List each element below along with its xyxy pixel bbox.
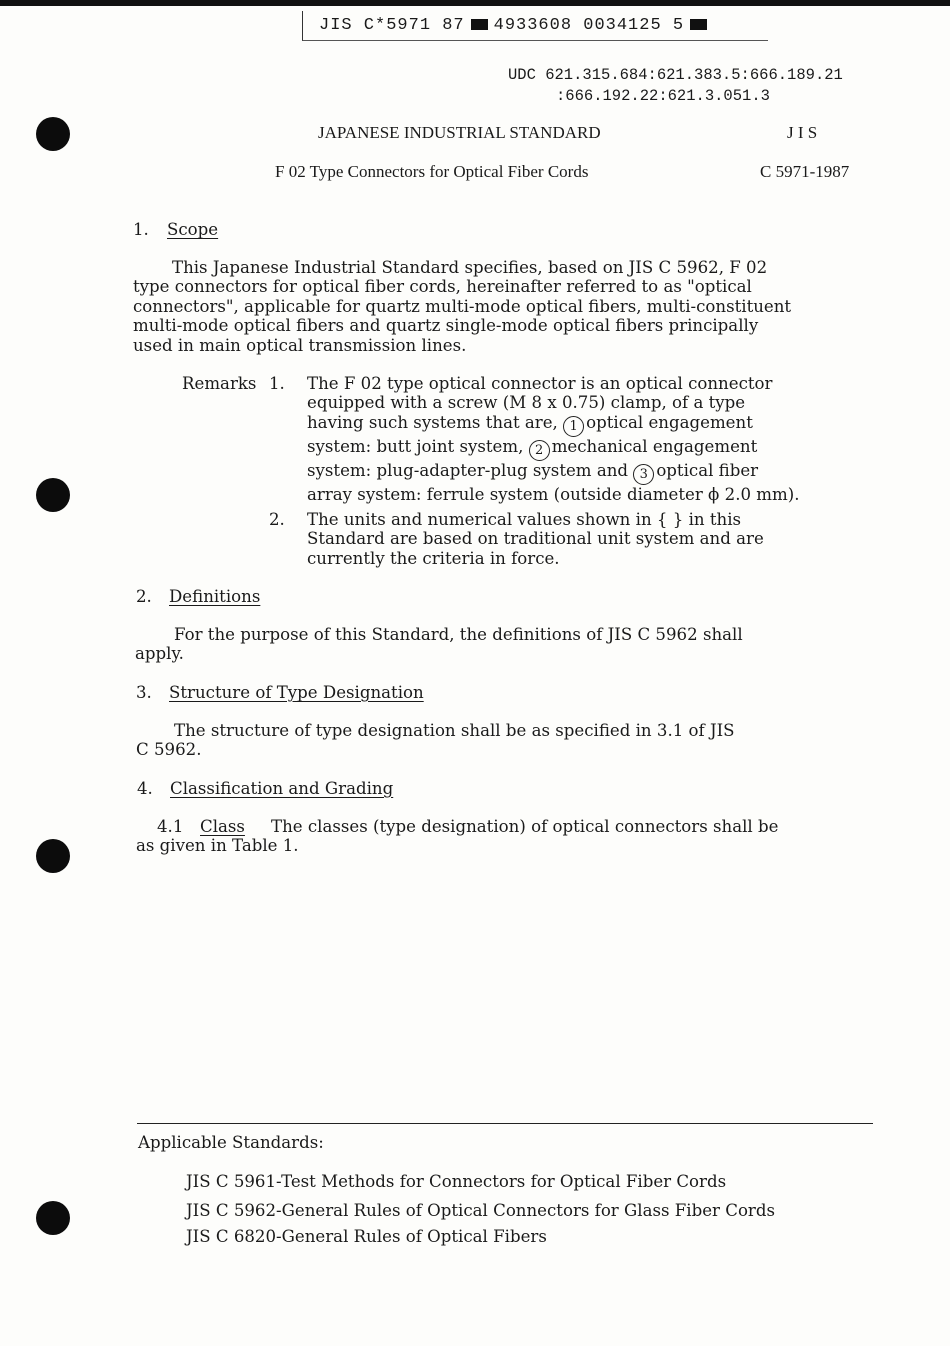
section-definitions-heading: Definitions: [169, 587, 261, 606]
applicable-standards-heading: Applicable Standards:: [138, 1133, 324, 1152]
section-definitions-number: 2.: [136, 587, 152, 606]
circled-number: 1: [563, 416, 584, 437]
remark-line: system: plug-adapter-plug system and 3 optical fiber: [307, 461, 800, 485]
scope-line: This Japanese Industrial Standard specifies, based on JIS C 5962, F 02: [172, 258, 768, 277]
catalog-code-right: 4933608 0034125 5: [493, 16, 685, 35]
binder-hole: [36, 1201, 70, 1235]
scope-line: type connectors for optical fiber cords, hereinafter referred to as "optical: [133, 277, 752, 297]
remark-1-text: [307, 374, 800, 504]
remark-2-text: [307, 510, 764, 568]
standard-name: JAPANESE INDUSTRIAL STANDARD: [318, 123, 601, 142]
jis-mark: J I S: [787, 123, 818, 142]
subsection-number: 4.1: [157, 817, 184, 836]
subsection-line: as given in Table 1.: [136, 836, 299, 855]
remark-line: equipped with a screw (M 8 x 0.75) clamp, of a type: [307, 393, 746, 413]
remark-line: Standard are based on traditional unit system and are: [307, 529, 764, 549]
subsection-line: The classes (type designation) of optical connectors shall be: [271, 817, 779, 836]
definitions-paragraph: [135, 625, 743, 664]
catalog-code-strip: [302, 11, 768, 41]
remark-2-number: 2.: [269, 510, 285, 529]
remark-line: system: butt joint system, 2 mechanical engagement: [307, 437, 800, 461]
applicable-standard-item: JIS C 5962-General Rules of Optical Connectors for Glass Fiber Cords: [186, 1201, 776, 1220]
remark-line: currently the criteria in force.: [307, 548, 560, 568]
footnote-rule: [137, 1123, 873, 1124]
document-title: F 02 Type Connectors for Optical Fiber Cords: [275, 162, 589, 181]
binder-hole: [36, 839, 70, 873]
black-block-icon: [471, 19, 488, 30]
remarks-label: Remarks: [182, 374, 257, 393]
remark-line: having such systems that are, 1 optical engagement: [307, 413, 800, 437]
catalog-code-left: JIS C*5971 87: [319, 16, 465, 35]
scope-paragraph: [133, 258, 791, 355]
definitions-line: For the purpose of this Standard, the definitions of JIS C 5962 shall: [174, 625, 743, 644]
scope-line: connectors", applicable for quartz multi-mode optical fibers, multi-constituent: [133, 296, 792, 316]
remark-1-number: 1.: [269, 374, 285, 393]
remark-line: The F 02 type optical connector is an optical connector: [307, 374, 773, 393]
structure-paragraph: [136, 721, 735, 760]
standard-number: C 5971-1987: [760, 162, 850, 181]
subsection-heading: Class: [200, 817, 245, 836]
circled-number: 2: [529, 440, 550, 461]
circled-number: 3: [633, 464, 654, 485]
section-scope-heading: Scope: [167, 220, 219, 239]
section-scope-number: 1.: [133, 220, 149, 239]
section-structure-number: 3.: [136, 683, 152, 702]
remark-line: The units and numerical values shown in { } in this: [307, 510, 742, 529]
section-structure-heading: Structure of Type Designation: [169, 683, 424, 702]
udc-line-2: :666.192.22:621.3.051.3: [556, 87, 770, 105]
binder-hole: [36, 478, 70, 512]
remark-line: array system: ferrule system (outside diameter ϕ 2.0 mm).: [307, 484, 800, 504]
applicable-standard-item: JIS C 5961-Test Methods for Connectors for Optical Fiber Cords: [186, 1172, 727, 1191]
section-classification-number: 4.: [137, 779, 153, 798]
structure-line: C 5962.: [136, 740, 202, 760]
section-classification-heading: Classification and Grading: [170, 779, 394, 798]
black-block-icon: [690, 19, 707, 30]
scope-line: multi-mode optical fibers and quartz single-mode optical fibers principally: [133, 316, 759, 336]
structure-line: The structure of type designation shall be as specified in 3.1 of JIS: [174, 721, 735, 740]
top-edge-rule: [0, 0, 950, 6]
definitions-line: apply.: [135, 644, 184, 664]
binder-hole: [36, 117, 70, 151]
scope-line: used in main optical transmission lines.: [133, 335, 467, 355]
udc-line-1: UDC 621.315.684:621.383.5:666.189.21: [508, 66, 843, 84]
applicable-standard-item: JIS C 6820-General Rules of Optical Fibers: [186, 1227, 547, 1246]
